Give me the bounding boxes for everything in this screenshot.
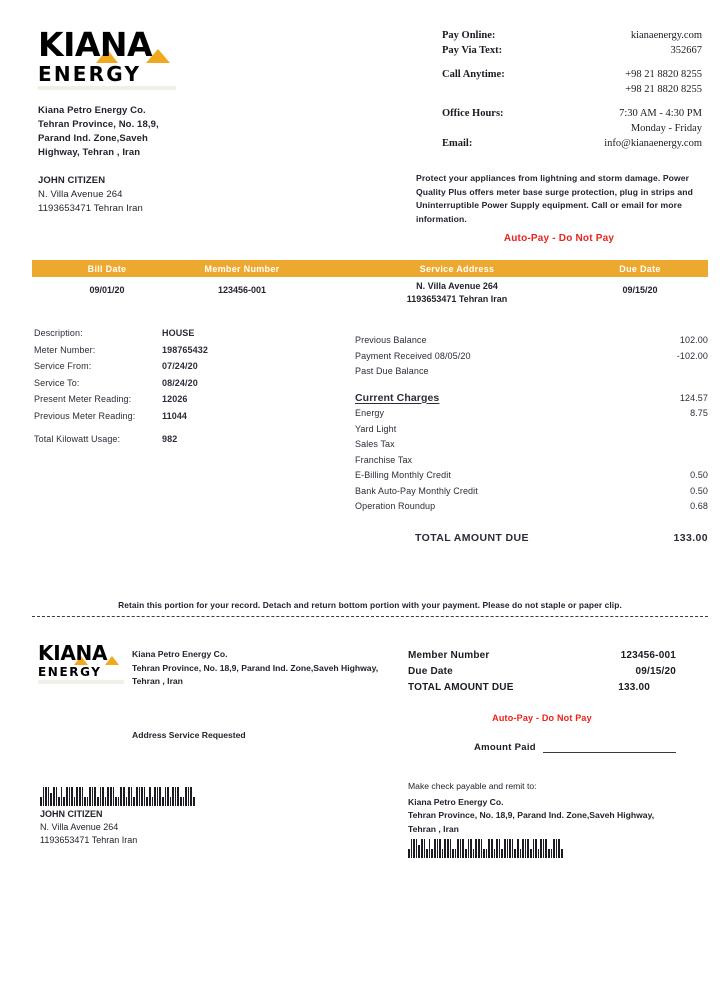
stub-customer-address-line2: 1193653471 Tehran Iran bbox=[40, 835, 138, 845]
charge-row bbox=[355, 437, 708, 453]
remit-address-line1: Tehran Province, No. 18,9, Parand Ind. Zone,Saveh Highway, bbox=[408, 810, 655, 820]
value-member-number: 123456-001 bbox=[217, 285, 267, 295]
service-address-line2: 1193653471 Tehran Iran bbox=[406, 294, 508, 304]
logo-primary-text: KIANA bbox=[38, 25, 153, 64]
stub-company-name: Kiana Petro Energy Co. bbox=[132, 649, 228, 659]
header-service-address: Service Address bbox=[419, 263, 495, 274]
office-hours-value-2: Monday - Friday bbox=[630, 123, 702, 134]
charge-value: 8.75 bbox=[690, 408, 708, 418]
balance-label: Payment Received 08/05/20 bbox=[355, 350, 471, 361]
remit-intro: Make check payable and remit to: bbox=[408, 781, 537, 791]
header-member-number: Member Number bbox=[204, 263, 280, 274]
detail-row bbox=[34, 325, 334, 342]
total-amount-due-row bbox=[355, 532, 708, 544]
charge-row bbox=[355, 499, 708, 515]
amount-paid-input-line[interactable] bbox=[543, 741, 676, 753]
amount-paid-field[interactable] bbox=[408, 741, 676, 753]
detach-notice: Retain this portion for your record. Detach and return bottom portion with your payment. Please do not staple or paper clip. bbox=[118, 600, 622, 610]
charge-label: Bank Auto-Pay Monthly Credit bbox=[355, 485, 478, 496]
stub-total-value: 133.00 bbox=[618, 682, 650, 693]
detail-row bbox=[34, 342, 334, 359]
detail-label: Service To: bbox=[34, 377, 80, 388]
value-due-date: 09/15/20 bbox=[622, 285, 658, 295]
charge-row bbox=[355, 422, 708, 438]
charge-row bbox=[355, 406, 708, 422]
charge-label: Sales Tax bbox=[355, 439, 395, 449]
stub-customer-address bbox=[40, 808, 137, 847]
promo-notice-text: Protect your appliances from lightning and storm damage. Power Quality Plus offers meter base surge protection, plug in strips and Uninterruptible Power Supply equipment. Call or email for more information. bbox=[416, 173, 693, 224]
stub-company-address bbox=[132, 648, 382, 689]
stub-member-number-label: Member Number bbox=[408, 650, 490, 661]
pay-via-text-value: 352667 bbox=[670, 45, 702, 56]
balance-value: -102.00 bbox=[676, 350, 708, 361]
call-anytime-value-2: +98 21 8820 8255 bbox=[625, 84, 702, 95]
header-left bbox=[38, 25, 338, 216]
stub-logo-secondary-wrap bbox=[38, 665, 124, 679]
charge-row bbox=[355, 484, 708, 500]
call-anytime-row bbox=[442, 67, 702, 82]
office-hours-value-1: 7:30 AM - 4:30 PM bbox=[619, 108, 702, 119]
total-amount-due-label: TOTAL AMOUNT DUE bbox=[415, 531, 529, 544]
pay-online-label: Pay Online: bbox=[442, 30, 496, 41]
stub-company-address: Tehran Province, No. 18,9, Parand Ind. Zone,Saveh Highway, Tehran , Iran bbox=[132, 662, 379, 686]
service-details-list bbox=[34, 325, 334, 448]
company-name: Kiana Petro Energy Co. bbox=[38, 105, 146, 116]
total-usage-label: Total Kilowatt Usage: bbox=[34, 434, 121, 444]
detail-label: Service From: bbox=[34, 361, 92, 371]
stub-total-row bbox=[408, 680, 676, 696]
spacer-1 bbox=[442, 58, 702, 67]
company-address-line3: Highway, Tehran , Iran bbox=[38, 147, 141, 158]
customer-address-line2: 1193653471 Tehran Iran bbox=[38, 203, 143, 214]
detail-spacer bbox=[34, 424, 334, 431]
remit-mail-barcode bbox=[408, 838, 563, 858]
total-usage-row bbox=[34, 431, 334, 448]
detail-label: Description: bbox=[34, 328, 83, 338]
address-service-requested: Address Service Requested bbox=[132, 730, 246, 740]
spacer-2 bbox=[442, 97, 702, 106]
stub-customer-address-line1: N. Villa Avenue 264 bbox=[40, 822, 119, 832]
stub-member-number-value: 123456-001 bbox=[620, 650, 676, 661]
company-address-line1: Tehran Province, No. 18,9, bbox=[38, 119, 159, 130]
pay-via-text-row bbox=[442, 43, 702, 58]
charges-list bbox=[355, 333, 708, 544]
detail-value: 198765432 bbox=[162, 344, 208, 355]
email-row bbox=[442, 136, 702, 151]
stub-logo bbox=[38, 643, 124, 684]
balance-label: Previous Balance bbox=[355, 335, 427, 345]
charge-label: Franchise Tax bbox=[355, 454, 413, 465]
service-address-line1: N. Villa Avenue 264 bbox=[416, 281, 498, 291]
detail-value: 07/24/20 bbox=[162, 361, 198, 371]
detail-row bbox=[34, 408, 334, 425]
total-amount-due-value: 133.00 bbox=[673, 531, 708, 544]
charge-value: 0.68 bbox=[690, 501, 708, 511]
stub-logo-inner bbox=[38, 643, 124, 684]
stub-due-date-row bbox=[408, 664, 676, 680]
customer-address bbox=[38, 174, 338, 216]
stub-payment-panel bbox=[408, 648, 676, 753]
detail-row bbox=[34, 391, 334, 408]
contact-panel bbox=[442, 28, 702, 151]
pay-online-row bbox=[442, 28, 702, 43]
remit-company-name: Kiana Petro Energy Co. bbox=[408, 796, 504, 807]
logo-underbar bbox=[38, 86, 176, 90]
charge-label: Yard Light bbox=[355, 423, 397, 434]
pay-online-value[interactable]: kianaenergy.com bbox=[630, 30, 702, 41]
charge-row bbox=[355, 453, 708, 469]
charge-value: 0.50 bbox=[690, 485, 708, 496]
autopay-alert: Auto-Pay - Do Not Pay bbox=[503, 233, 615, 244]
charge-row bbox=[355, 468, 708, 484]
detach-divider bbox=[32, 616, 708, 617]
customer-address-line1: N. Villa Avenue 264 bbox=[38, 189, 123, 200]
customer-name: JOHN CITIZEN bbox=[38, 175, 106, 186]
logo-secondary-text: ENERGY bbox=[38, 62, 142, 86]
call-anytime-label: Call Anytime: bbox=[442, 69, 505, 80]
email-label: Email: bbox=[442, 138, 473, 149]
company-logo bbox=[38, 25, 176, 90]
logo-secondary-wrap bbox=[38, 63, 176, 85]
charge-value: 0.50 bbox=[690, 470, 708, 480]
stub-total-label: TOTAL AMOUNT DUE bbox=[408, 682, 514, 693]
detail-value: 11044 bbox=[162, 410, 188, 421]
stub-customer-name: JOHN CITIZEN bbox=[40, 809, 103, 819]
remit-block bbox=[408, 780, 688, 836]
balance-row bbox=[355, 349, 708, 365]
company-address-line2: Parand Ind. Zone,Saveh bbox=[38, 133, 148, 144]
detail-row bbox=[34, 358, 334, 375]
value-bill-date: 09/01/20 bbox=[89, 285, 125, 295]
stub-autopay-alert: Auto-Pay - Do Not Pay bbox=[492, 713, 592, 723]
detail-value: 08/24/20 bbox=[162, 377, 198, 388]
charges-spacer bbox=[355, 380, 708, 391]
stub-member-number-row bbox=[408, 648, 676, 664]
charge-label: E-Billing Monthly Credit bbox=[355, 470, 451, 480]
email-value[interactable]: info@kianaenergy.com bbox=[604, 138, 702, 149]
remit-address-line2: Tehran , Iran bbox=[408, 823, 459, 834]
detail-label: Meter Number: bbox=[34, 344, 96, 355]
detail-value: 12026 bbox=[162, 394, 188, 404]
summary-table-header bbox=[32, 260, 708, 277]
office-hours-row bbox=[442, 106, 702, 121]
total-usage-value: 982 bbox=[162, 434, 178, 444]
current-charges-label: Current Charges bbox=[355, 391, 440, 404]
value-service-address bbox=[342, 280, 572, 306]
pay-via-text-label: Pay Via Text: bbox=[442, 45, 503, 56]
charge-label: Operation Roundup bbox=[355, 501, 436, 511]
stub-due-date-value: 09/15/20 bbox=[635, 666, 676, 677]
office-hours-label: Office Hours: bbox=[442, 108, 504, 119]
header-bill-date: Bill Date bbox=[87, 263, 127, 274]
current-charges-row bbox=[355, 391, 708, 407]
current-charges-value: 124.57 bbox=[679, 392, 708, 403]
header-due-date: Due Date bbox=[619, 263, 661, 274]
call-anytime-value-1: +98 21 8820 8255 bbox=[625, 69, 702, 80]
detail-value: HOUSE bbox=[162, 328, 195, 338]
balance-row bbox=[355, 364, 708, 380]
stub-logo-secondary-text: ENERGY bbox=[38, 665, 102, 679]
stub-logo-underbar bbox=[38, 680, 124, 684]
stub-logo-primary-text: KIANA bbox=[38, 641, 108, 665]
promo-notice bbox=[416, 172, 702, 246]
detail-label: Previous Meter Reading: bbox=[34, 410, 136, 421]
charge-label: Energy bbox=[355, 408, 385, 418]
balance-label: Past Due Balance bbox=[355, 366, 429, 376]
balance-row bbox=[355, 333, 708, 349]
detail-label: Present Meter Reading: bbox=[34, 394, 132, 404]
detail-row bbox=[34, 375, 334, 392]
customer-mail-barcode bbox=[40, 786, 195, 806]
stub-due-date-label: Due Date bbox=[408, 666, 453, 677]
company-address bbox=[38, 104, 338, 160]
amount-paid-label: Amount Paid bbox=[474, 742, 536, 753]
balance-value: 102.00 bbox=[679, 335, 708, 345]
